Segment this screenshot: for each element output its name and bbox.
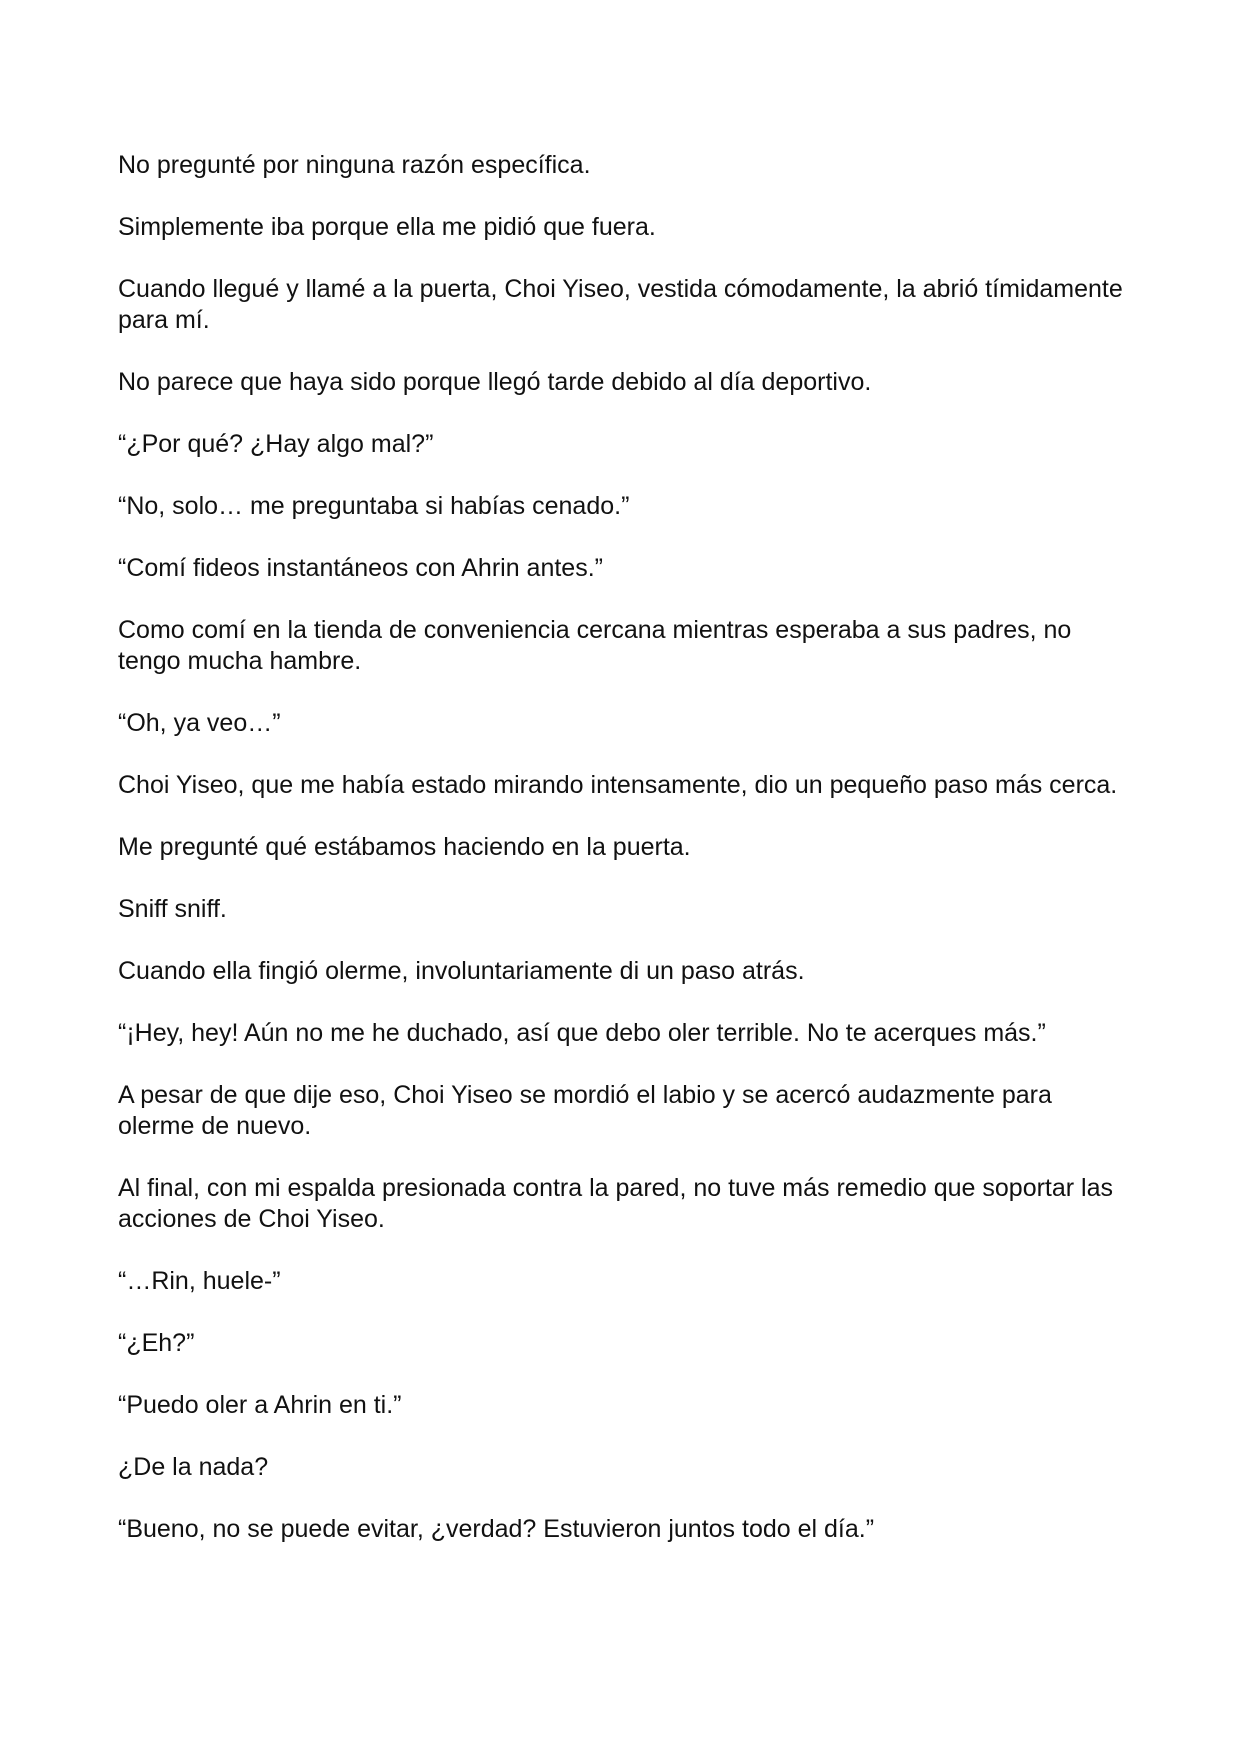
paragraph: “¡Hey, hey! Aún no me he duchado, así que debo oler terrible. No te acerques más.” — [118, 1019, 1046, 1047]
paragraph: Como comí en la tienda de conveniencia cercana mientras esperaba a sus padres, no tengo mucha hambre. — [118, 616, 1072, 675]
paragraph: Choi Yiseo, que me había estado mirando intensamente, dio un pequeño paso más cerca. — [118, 771, 1118, 799]
paragraph: “¿Por qué? ¿Hay algo mal?” — [118, 430, 434, 458]
paragraph: Me pregunté qué estábamos haciendo en la puerta. — [118, 833, 691, 861]
paragraph: No parece que haya sido porque llegó tarde debido al día deportivo. — [118, 368, 872, 396]
paragraph: Simplemente iba porque ella me pidió que fuera. — [118, 213, 656, 241]
paragraph: A pesar de que dije eso, Choi Yiseo se mordió el labio y se acercó audazmente para olerme de nuevo. — [118, 1081, 1052, 1140]
paragraph: “Puedo oler a Ahrin en ti.” — [118, 1391, 402, 1419]
paragraph: ¿De la nada? — [118, 1453, 269, 1481]
paragraph: “Bueno, no se puede evitar, ¿verdad? Estuvieron juntos todo el día.” — [118, 1515, 875, 1543]
paragraph: Al final, con mi espalda presionada contra la pared, no tuve más remedio que soportar las acciones de Choi Yiseo. — [118, 1174, 1114, 1233]
paragraph: “…Rin, huele-” — [118, 1267, 281, 1295]
paragraph: “¿Eh?” — [118, 1329, 195, 1357]
paragraph: “Oh, ya veo…” — [118, 709, 281, 737]
paragraph: “Comí fideos instantáneos con Ahrin antes.” — [118, 554, 603, 582]
paragraph: Sniff sniff. — [118, 895, 227, 923]
paragraph: Cuando llegué y llamé a la puerta, Choi Yiseo, vestida cómodamente, la abrió tímidamente para mí. — [118, 275, 1123, 334]
paragraph: No pregunté por ninguna razón específica. — [118, 151, 591, 179]
paragraph: Cuando ella fingió olerme, involuntariamente di un paso atrás. — [118, 957, 805, 985]
paragraph: “No, solo… me preguntaba si habías cenado.” — [118, 492, 630, 520]
document-body — [118, 150, 1128, 1576]
